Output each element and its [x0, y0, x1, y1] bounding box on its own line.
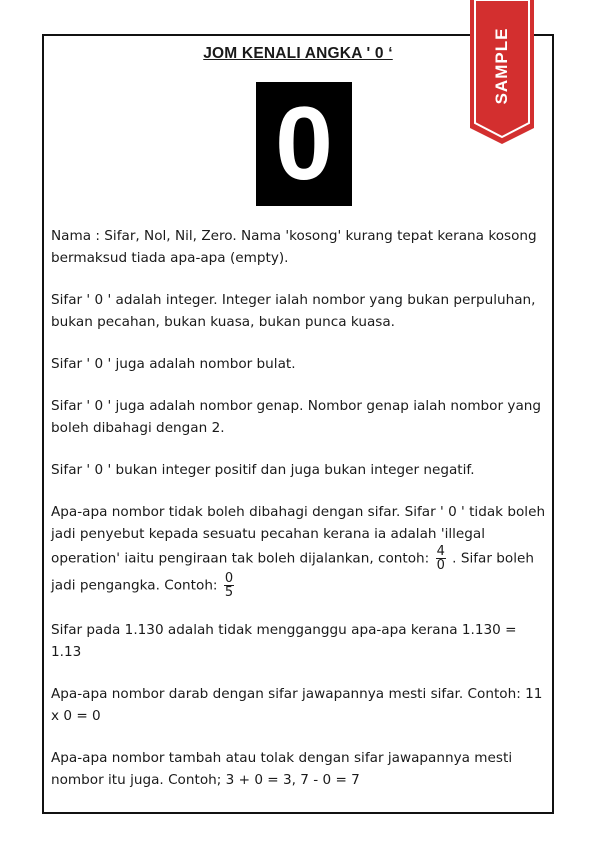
fraction-denominator: 5	[224, 585, 234, 600]
paragraph-whole-number: Sifar ' 0 ' juga adalah nombor bulat.	[51, 356, 296, 372]
paragraph-not-positive-negative: Sifar ' 0 ' bukan integer positif dan juga bukan integer negatif.	[51, 462, 475, 478]
paragraph-addition-subtraction: Apa-apa nombor tambah atau tolak dengan sifar jawapannya mesti nombor itu juga. Contoh; 3 + 0 = 3, 7 - 0 = 7	[51, 750, 513, 788]
worksheet-content	[51, 225, 546, 811]
division-text-before: Apa-apa nombor tidak boleh dibahagi dengan sifar. Sifar ' 0 ' tidak boleh jadi penyebut kepada sesuatu pecahan kerana ia adalah 'illegal operation' iaitu pengiraan tak boleh dijalankan, contoh:	[51, 504, 546, 567]
paragraph-division	[51, 501, 546, 599]
fraction-zero-over-five	[224, 572, 234, 599]
sample-ribbon-badge	[470, 0, 534, 144]
fraction-numerator: 0	[224, 571, 234, 586]
sample-label: SAMPLE	[492, 27, 511, 105]
paragraph-names: Nama : Sifar, Nol, Nil, Zero. Nama 'kosong' kurang tepat kerana kosong bermaksud tiada apa-apa (empty).	[51, 228, 537, 266]
paragraph-multiplication: Apa-apa nombor darab dengan sifar jawapannya mesti sifar. Contoh: 11 x 0 = 0	[51, 686, 543, 724]
fraction-four-over-zero	[436, 545, 446, 572]
paragraph-trailing-zero: Sifar pada 1.130 adalah tidak mengganggu apa-apa kerana 1.130 = 1.13	[51, 622, 517, 660]
worksheet-page	[42, 34, 554, 814]
paragraph-even-number: Sifar ' 0 ' juga adalah nombor genap. Nombor genap ialah nombor yang boleh dibahagi dengan 2.	[51, 398, 542, 436]
fraction-numerator: 4	[436, 544, 445, 559]
fraction-denominator: 0	[436, 558, 445, 573]
paragraph-integer: Sifar ' 0 ' adalah integer. Integer ialah nombor yang bukan perpuluhan, bukan pecahan, bukan kuasa, bukan punca kuasa.	[51, 292, 536, 330]
division-text-middle: . Sifar boleh jadi pengangka. Contoh:	[51, 550, 534, 594]
worksheet-title: JOM KENALI ANGKA ' 0 ‘	[203, 45, 393, 62]
digit-zero-card: 0	[256, 82, 352, 206]
